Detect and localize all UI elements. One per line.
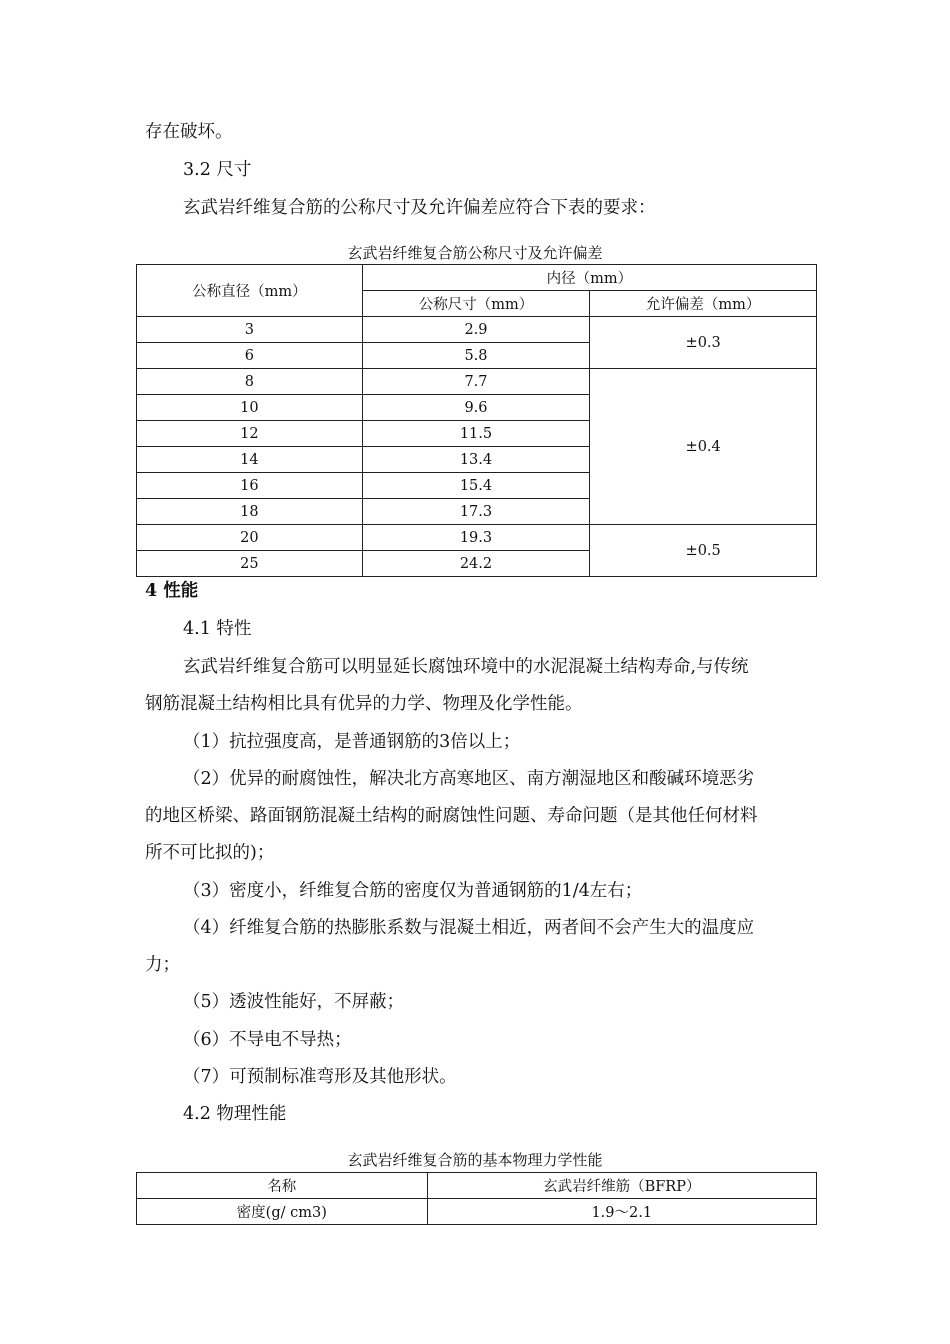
cell-tolerance: ±0.4 [590,369,817,525]
cell-diameter: 6 [137,343,363,369]
cell-size: 2.9 [362,317,590,343]
header-nominal-diameter: 公称直径（mm） [137,265,363,317]
header-name: 名称 [137,1173,428,1199]
cell-property-value: 1.9～2.1 [427,1199,816,1225]
table-row [137,317,817,343]
cell-size: 17.3 [362,499,590,525]
cell-size: 19.3 [362,525,590,551]
cell-diameter: 25 [137,551,363,577]
list-item: （5）透波性能好，不屏蔽； [183,992,405,1012]
cell-size: 24.2 [362,551,590,577]
table-row [137,1199,817,1225]
table-row [137,525,817,551]
paragraph: 玄武岩纤维复合筋的公称尺寸及允许偏差应符合下表的要求： [183,198,656,218]
list-item: （3）密度小，纤维复合筋的密度仅为普通钢筋的1/4左右； [183,881,643,901]
section-heading-4: 4 性能 [145,581,199,601]
list-item: 力； [145,955,180,975]
cell-diameter: 8 [137,369,363,395]
cell-tolerance: ±0.5 [590,525,817,577]
table-caption: 玄武岩纤维复合筋公称尺寸及允许偏差 [347,244,603,262]
cell-diameter: 3 [137,317,363,343]
cell-size: 7.7 [362,369,590,395]
header-inner-diameter: 内径（mm） [362,265,816,291]
cell-diameter: 16 [137,473,363,499]
list-item: 所不可比拟的)； [145,843,275,863]
table-caption: 玄武岩纤维复合筋的基本物理力学性能 [347,1151,603,1169]
cell-diameter: 18 [137,499,363,525]
paragraph: 存在破坏。 [145,122,233,142]
cell-property-name: 密度(g/ cm3) [137,1199,428,1225]
list-item: 的地区桥梁、路面钢筋混凝土结构的耐腐蚀性问题、寿命问题（是其他任何材料 [145,806,758,826]
section-heading-3-2: 3.2 尺寸 [183,160,252,180]
cell-size: 9.6 [362,395,590,421]
paragraph: 钢筋混凝土结构相比具有优异的力学、物理及化学性能。 [145,694,583,714]
cell-size: 5.8 [362,343,590,369]
cell-size: 11.5 [362,421,590,447]
cell-size: 13.4 [362,447,590,473]
physical-properties-table [136,1172,817,1225]
header-bfrp: 玄武岩纤维筋（BFRP） [427,1173,816,1199]
list-item: （6）不导电不导热； [183,1030,352,1050]
cell-diameter: 20 [137,525,363,551]
list-item: （2）优异的耐腐蚀性，解决北方高寒地区、南方潮湿地区和酸碱环境恶劣 [183,769,755,789]
header-nominal-size: 公称尺寸（mm） [362,291,590,317]
cell-tolerance: ±0.3 [590,317,817,369]
table-header-row [137,1173,817,1199]
cell-diameter: 12 [137,421,363,447]
cell-diameter: 10 [137,395,363,421]
list-item: （7）可预制标准弯形及其他形状。 [183,1067,457,1087]
list-item: （4）纤维复合筋的热膨胀系数与混凝土相近，两者间不会产生大的温度应 [183,918,755,938]
list-item: （1）抗拉强度高，是普通钢筋的3倍以上； [183,732,521,752]
cell-size: 15.4 [362,473,590,499]
cell-diameter: 14 [137,447,363,473]
paragraph: 玄武岩纤维复合筋可以明显延长腐蚀环境中的水泥混凝土结构寿命,与传统 [183,657,749,677]
section-heading-4-2: 4.2 物理性能 [183,1104,287,1124]
table-row [137,369,817,395]
section-heading-4-1: 4.1 特性 [183,619,252,639]
dimension-table [136,264,817,577]
header-tolerance: 允许偏差（mm） [590,291,817,317]
